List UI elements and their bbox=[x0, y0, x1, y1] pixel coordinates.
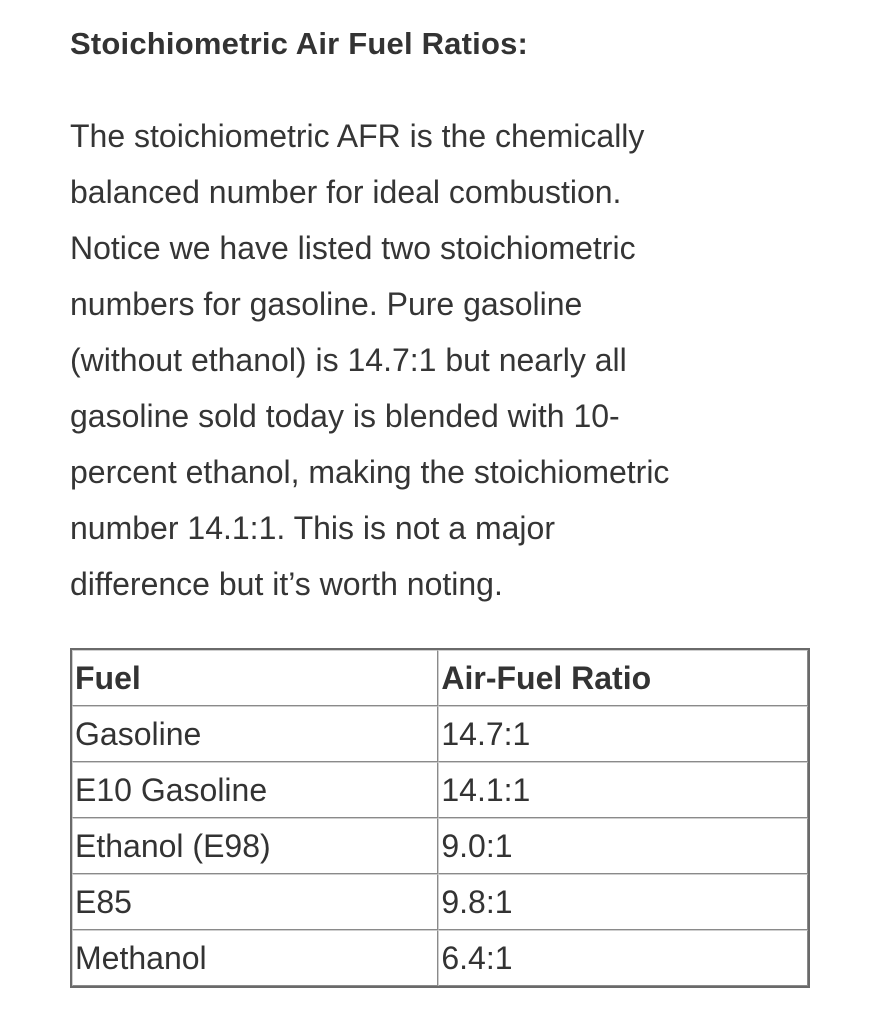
paragraph-line: number 14.1:1. This is not a major bbox=[70, 510, 555, 546]
table-header-row bbox=[72, 650, 808, 706]
paragraph-line: The stoichiometric AFR is the chemically bbox=[70, 118, 645, 154]
fuel-cell: E10 Gasoline bbox=[72, 762, 438, 818]
ratio-cell: 6.4:1 bbox=[438, 930, 808, 986]
table-row bbox=[72, 818, 808, 874]
section-heading: Stoichiometric Air Fuel Ratios: bbox=[70, 26, 529, 61]
table-row bbox=[72, 874, 808, 930]
ratio-cell: 14.1:1 bbox=[438, 762, 808, 818]
ratio-cell: 9.8:1 bbox=[438, 874, 808, 930]
paragraph-line: numbers for gasoline. Pure gasoline bbox=[70, 286, 583, 322]
fuel-cell: Gasoline bbox=[72, 706, 438, 762]
table-row bbox=[72, 706, 808, 762]
paragraph-line: percent ethanol, making the stoichiometric bbox=[70, 454, 670, 490]
table-body bbox=[72, 706, 808, 986]
ratio-cell: 14.7:1 bbox=[438, 706, 808, 762]
table-row bbox=[72, 930, 808, 986]
table-header bbox=[72, 650, 808, 706]
paragraph-line: Notice we have listed two stoichiometric bbox=[70, 230, 636, 266]
body-paragraph bbox=[70, 108, 810, 612]
fuel-cell: Methanol bbox=[72, 930, 438, 986]
paragraph-line: difference but it’s worth noting. bbox=[70, 566, 503, 602]
table-row bbox=[72, 762, 808, 818]
ratio-cell: 9.0:1 bbox=[438, 818, 808, 874]
fuel-cell: E85 bbox=[72, 874, 438, 930]
header-air-fuel-ratio: Air-Fuel Ratio bbox=[438, 650, 808, 706]
paragraph-line: (without ethanol) is 14.7:1 but nearly all bbox=[70, 342, 627, 378]
air-fuel-ratio-table bbox=[70, 648, 810, 988]
paragraph-line: gasoline sold today is blended with 10- bbox=[70, 398, 620, 434]
fuel-cell: Ethanol (E98) bbox=[72, 818, 438, 874]
header-fuel: Fuel bbox=[72, 650, 438, 706]
paragraph-line: balanced number for ideal combustion. bbox=[70, 174, 622, 210]
